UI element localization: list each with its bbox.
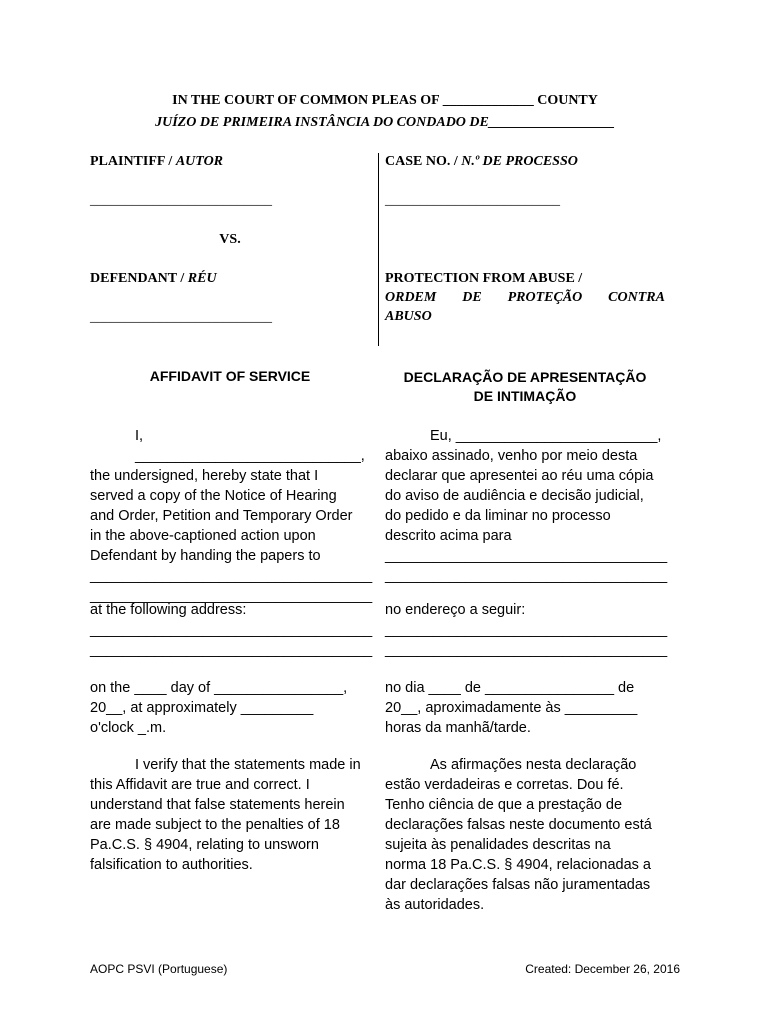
caption-divider [378, 153, 379, 346]
english-intro-line: I, ____________________________, [135, 428, 365, 464]
portuguese-intro-line: do pedido e da liminar no processo [385, 508, 611, 524]
verification-line: Pa.C.S. § 4904, relating to unsworn [90, 837, 319, 853]
verification-line: As afirmações nesta declaração [430, 757, 637, 773]
recipient-blank-line: ___________________________________ [385, 548, 668, 564]
verification-line: I verify that the statements made in [135, 757, 361, 773]
footer-created-date: Created: December 26, 2016 [525, 962, 680, 976]
verification-line: understand that false statements herein [90, 797, 345, 813]
verification-line: declarações falsas neste documento está [385, 817, 652, 833]
recipient-blank-line: ___________________________________ [90, 588, 373, 604]
pfa-label-portuguese-line2: ABUSO [385, 309, 432, 324]
address-blank-line: ___________________________________ [385, 642, 668, 658]
pfa-word: ORDEM [385, 290, 437, 305]
verification-line: are made subject to the penalties of 18 [90, 817, 340, 833]
portuguese-intro-line: Eu, _________________________, [430, 428, 662, 444]
defendant-blank: __________________________ [90, 310, 272, 325]
english-verification-paragraph [90, 755, 375, 875]
versus-label: VS. [219, 232, 241, 247]
date-line: 20__, aproximadamente às _________ [385, 700, 638, 716]
portuguese-intro-line: do aviso de audiência e decisão judicial, [385, 488, 644, 504]
footer-form-id: AOPC PSVI (Portuguese) [90, 962, 228, 976]
date-line: 20__, at approximately _________ [90, 700, 314, 716]
portuguese-title-line: DECLARAÇÃO DE APRESENTAÇÃO [403, 369, 647, 385]
verification-line: Tenho ciência de que a prestação de [385, 797, 623, 813]
case-number-label-pt: N.º DE PROCESSO [461, 154, 578, 169]
portuguese-title-line: DE INTIMAÇÃO [473, 388, 577, 404]
address-blank-line: ___________________________________ [90, 622, 373, 638]
defendant-label-pt: RÉU [187, 271, 217, 286]
pfa-label-portuguese-line1 [385, 290, 665, 306]
verification-line: estão verdadeiras e corretas. Dou fé. [385, 777, 624, 793]
portuguese-address-block [385, 600, 670, 660]
case-number-label-en: CASE NO. / [385, 154, 462, 169]
plaintiff-label-en: PLAINTIFF / [90, 154, 176, 169]
english-intro-line: in the above-captioned action upon [90, 528, 316, 544]
defendant-label [90, 271, 217, 287]
english-intro-line: served a copy of the Notice of Hearing [90, 488, 337, 504]
pfa-word: PROTEÇÃO [507, 290, 583, 305]
portuguese-intro-line: abaixo assinado, venho por meio desta [385, 448, 638, 464]
verification-line: às autoridades. [385, 897, 485, 913]
date-line: on the ____ day of ________________, [90, 680, 348, 696]
plaintiff-label-pt: AUTOR [175, 154, 224, 169]
english-date-block [90, 678, 375, 738]
portuguese-intro-line: declarar que apresentei ao réu uma cópia [385, 468, 654, 484]
case-number-blank: _________________________ [385, 193, 560, 208]
address-label: at the following address: [90, 602, 247, 618]
address-blank-line: ___________________________________ [385, 622, 668, 638]
plaintiff-blank: __________________________ [90, 193, 272, 208]
plaintiff-label [90, 154, 223, 170]
verification-line: falsification to authorities. [90, 857, 253, 873]
address-blank-line: ___________________________________ [90, 642, 373, 658]
date-line: o'clock _.m. [90, 720, 167, 736]
portuguese-intro-line: descrito acima para [385, 528, 512, 544]
defendant-label-en: DEFENDANT / [90, 271, 188, 286]
portuguese-intro-paragraph [385, 426, 670, 586]
recipient-blank-line: ___________________________________ [90, 568, 373, 584]
court-heading-portuguese: JUÍZO DE PRIMEIRA INSTÂNCIA DO CONDADO DE__________________ [155, 115, 615, 130]
portuguese-date-block [385, 678, 670, 738]
recipient-blank-line: ___________________________________ [385, 568, 668, 584]
case-number-label [385, 154, 578, 170]
english-address-block [90, 600, 375, 660]
address-label: no endereço a seguir: [385, 602, 526, 618]
pfa-label-english: PROTECTION FROM ABUSE / [385, 271, 583, 286]
verification-line: this Affidavit are true and correct. I [90, 777, 310, 793]
english-intro-line: Defendant by handing the papers to [90, 548, 321, 564]
portuguese-verification-paragraph [385, 755, 670, 915]
english-intro-line: and Order, Petition and Temporary Order [90, 508, 353, 524]
pfa-word: CONTRA [608, 290, 665, 305]
pfa-word: DE [462, 290, 482, 305]
english-intro-line: the undersigned, hereby state that I [90, 468, 319, 484]
verification-line: sujeita às penalidades descritas na [385, 837, 611, 853]
date-line: horas da manhã/tarde. [385, 720, 531, 736]
english-section-title: AFFIDAVIT OF SERVICE [149, 368, 311, 384]
verification-line: norma 18 Pa.C.S. § 4904, relacionadas a [385, 857, 651, 873]
english-intro-paragraph [90, 426, 375, 606]
portuguese-section-title [385, 368, 665, 406]
court-heading-english: IN THE COURT OF COMMON PLEAS OF _____________ COUNTY [172, 93, 598, 108]
verification-line: dar declarações falsas não juramentadas [385, 877, 651, 893]
date-line: no dia ____ de ________________ de [385, 680, 635, 696]
